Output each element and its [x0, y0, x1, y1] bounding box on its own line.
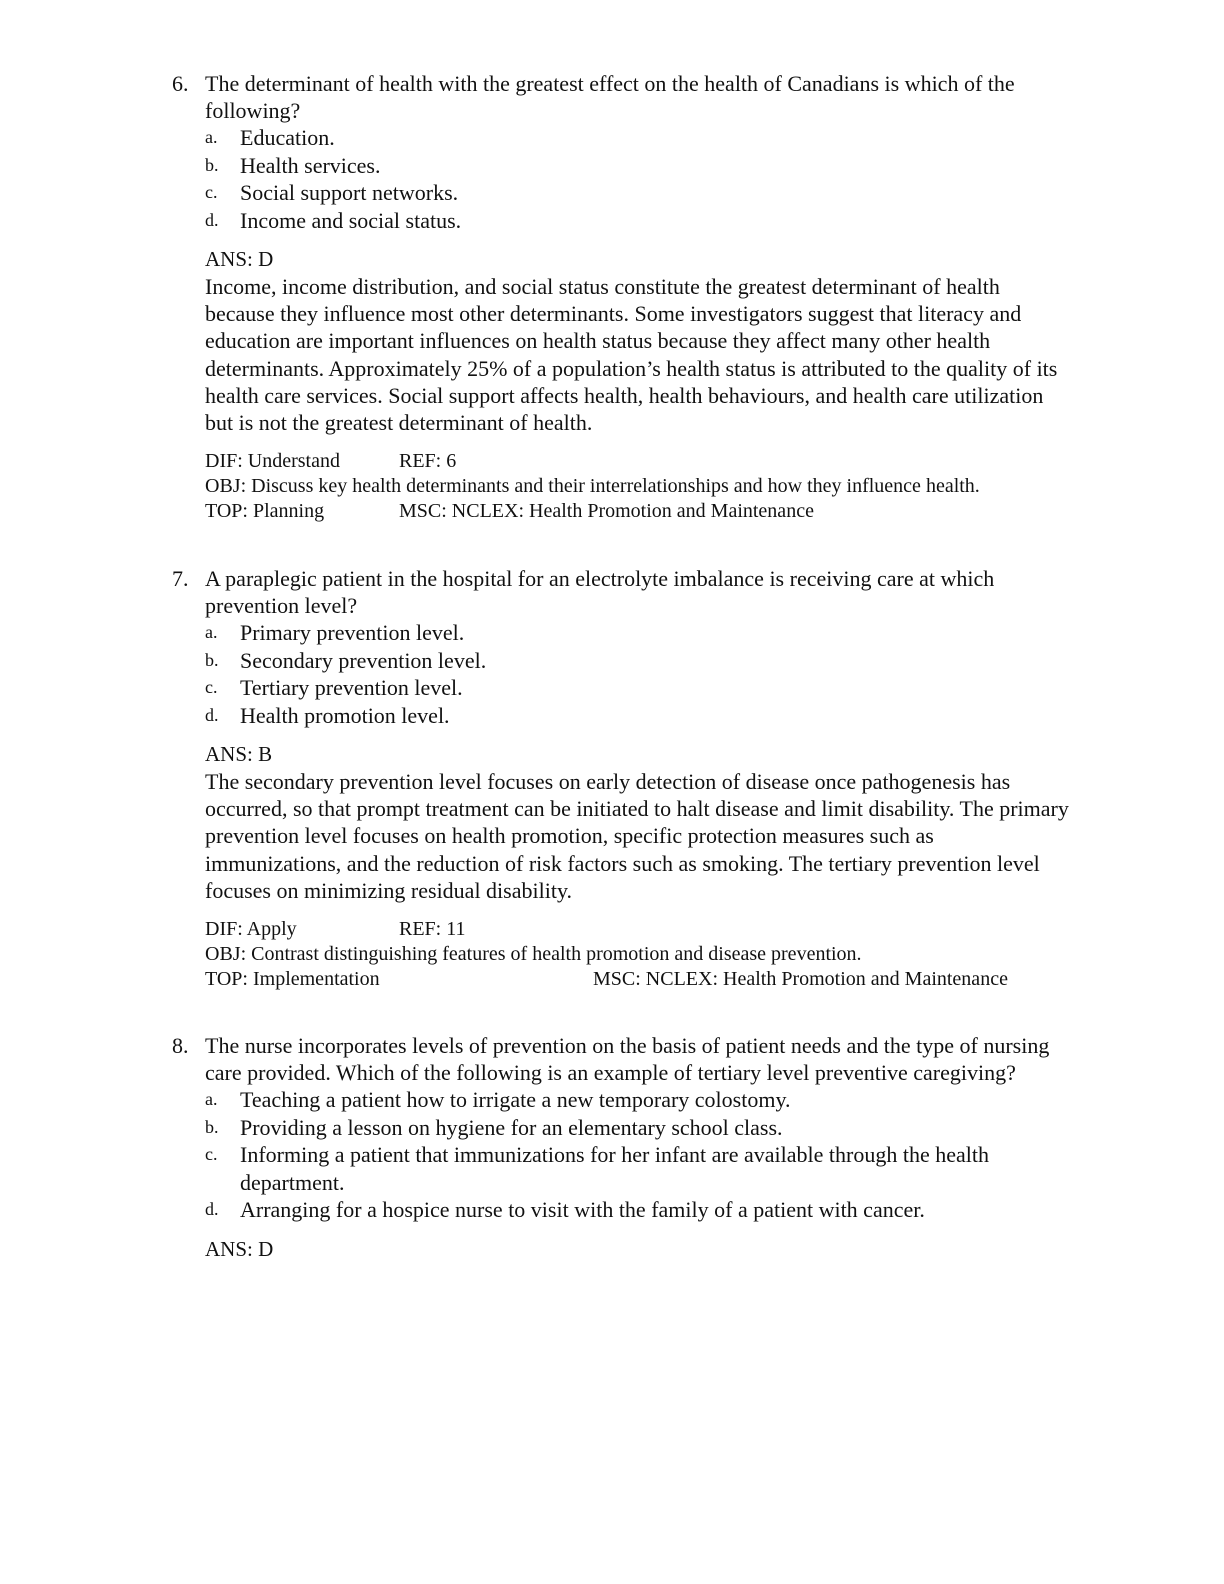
option-letter: d. [205, 209, 219, 230]
option-letter: c. [205, 1144, 218, 1164]
option-text: Tertiary prevention level. [240, 675, 463, 700]
option-text: Income and social status. [240, 207, 462, 233]
meta-row-top-msc [205, 499, 1072, 524]
meta-row-obj [205, 474, 1072, 499]
msc-category: MSC: NCLEX: Health Promotion and Maintenance [593, 968, 1008, 991]
option-d [205, 1196, 1072, 1224]
option-text: Primary prevention level. [240, 620, 465, 645]
option-letter: d. [205, 1199, 219, 1219]
msc-category: MSC: NCLEX: Health Promotion and Maintenance [399, 500, 814, 523]
option-b [205, 1114, 1072, 1142]
option-text: Education. [240, 125, 335, 150]
option-text: Health promotion level. [240, 702, 450, 728]
topic: TOP: Planning [205, 500, 325, 523]
question-metadata [205, 917, 1072, 992]
option-letter: b. [205, 1116, 219, 1137]
option-letter: d. [205, 704, 219, 725]
option-a [205, 619, 1072, 647]
option-text: Social support networks. [240, 180, 459, 205]
option-c [205, 1141, 1020, 1196]
question-number: 7. [172, 566, 189, 591]
option-c [205, 179, 1072, 207]
question-6 [172, 70, 1072, 524]
option-letter: b. [205, 649, 219, 670]
option-b [205, 152, 1072, 180]
option-letter: b. [205, 154, 219, 175]
question-stem: The determinant of health with the greatest effect on the health of Canadians is which of the following? [205, 71, 1015, 123]
answer-options [205, 1086, 1072, 1224]
reference: REF: 6 [399, 450, 457, 473]
question-number: 8. [172, 1033, 189, 1058]
reference: REF: 11 [399, 918, 466, 941]
meta-row-dif-ref [205, 917, 1072, 942]
option-letter: c. [205, 182, 218, 202]
option-letter: a. [205, 1089, 218, 1109]
option-text: Health services. [240, 152, 381, 178]
answer-key: ANS: B [205, 742, 273, 766]
question-metadata [205, 449, 1072, 524]
answer-key: ANS: D [205, 1236, 274, 1261]
option-text: Teaching a patient how to irrigate a new temporary colostomy. [240, 1087, 791, 1112]
option-letter: c. [205, 677, 218, 697]
option-a [205, 124, 1072, 152]
option-d [205, 207, 1072, 235]
question-number: 6. [172, 71, 189, 96]
question-7 [172, 565, 1072, 992]
option-letter: a. [205, 127, 218, 147]
rationale: The secondary prevention level focuses on early detection of disease once pathogenesis has occurred, so that prompt treatment can be initiated to halt disease and limit disability. The primary prevention level focuses on health promotion, specific protection measures such as immunizations, and the reduction of risk factors such as smoking. The tertiary prevention level focuses on minimizing residual disability. [205, 769, 1069, 903]
objective: OBJ: Discuss key health determinants and their interrelationships and how they influence health. [205, 475, 980, 498]
answer-options [205, 124, 1072, 234]
option-text: Arranging for a hospice nurse to visit with the family of a patient with cancer. [240, 1197, 925, 1222]
meta-row-top-msc [205, 967, 1072, 992]
option-c [205, 674, 1072, 702]
option-letter: a. [205, 622, 218, 642]
question-8 [172, 1032, 1072, 1263]
option-a [205, 1086, 1072, 1114]
answer-options [205, 619, 1072, 729]
meta-row-dif-ref [205, 449, 1072, 474]
question-stem: The nurse incorporates levels of prevention on the basis of patient needs and the type of nursing care provided. Which of the following is an example of tertiary level preventive caregiving? [205, 1033, 1050, 1085]
answer-key: ANS: D [205, 247, 274, 271]
difficulty: DIF: Apply [205, 918, 297, 941]
option-text: Informing a patient that immunizations for her infant are available through the health department. [240, 1142, 989, 1195]
question-stem: A paraplegic patient in the hospital for an electrolyte imbalance is receiving care at which prevention level? [205, 566, 995, 618]
rationale: Income, income distribution, and social status constitute the greatest determinant of health because they influence most other determinants. Some investigators suggest that literacy and education are important influences on health status because they affect many other health determinants. Approximately 25% of a population’s health status is attributed to the quality of its health care services. Social support affects health, health behaviours, and health care utilization but is not the greatest determinant of health. [205, 274, 1058, 436]
difficulty: DIF: Understand [205, 450, 340, 473]
option-text: Providing a lesson on hygiene for an elementary school class. [240, 1114, 783, 1140]
option-text: Secondary prevention level. [240, 647, 487, 673]
option-d [205, 702, 1072, 730]
meta-row-obj [205, 942, 1072, 967]
option-b [205, 647, 1072, 675]
topic: TOP: Implementation [205, 968, 380, 991]
objective: OBJ: Contrast distinguishing features of health promotion and disease prevention. [205, 943, 862, 966]
